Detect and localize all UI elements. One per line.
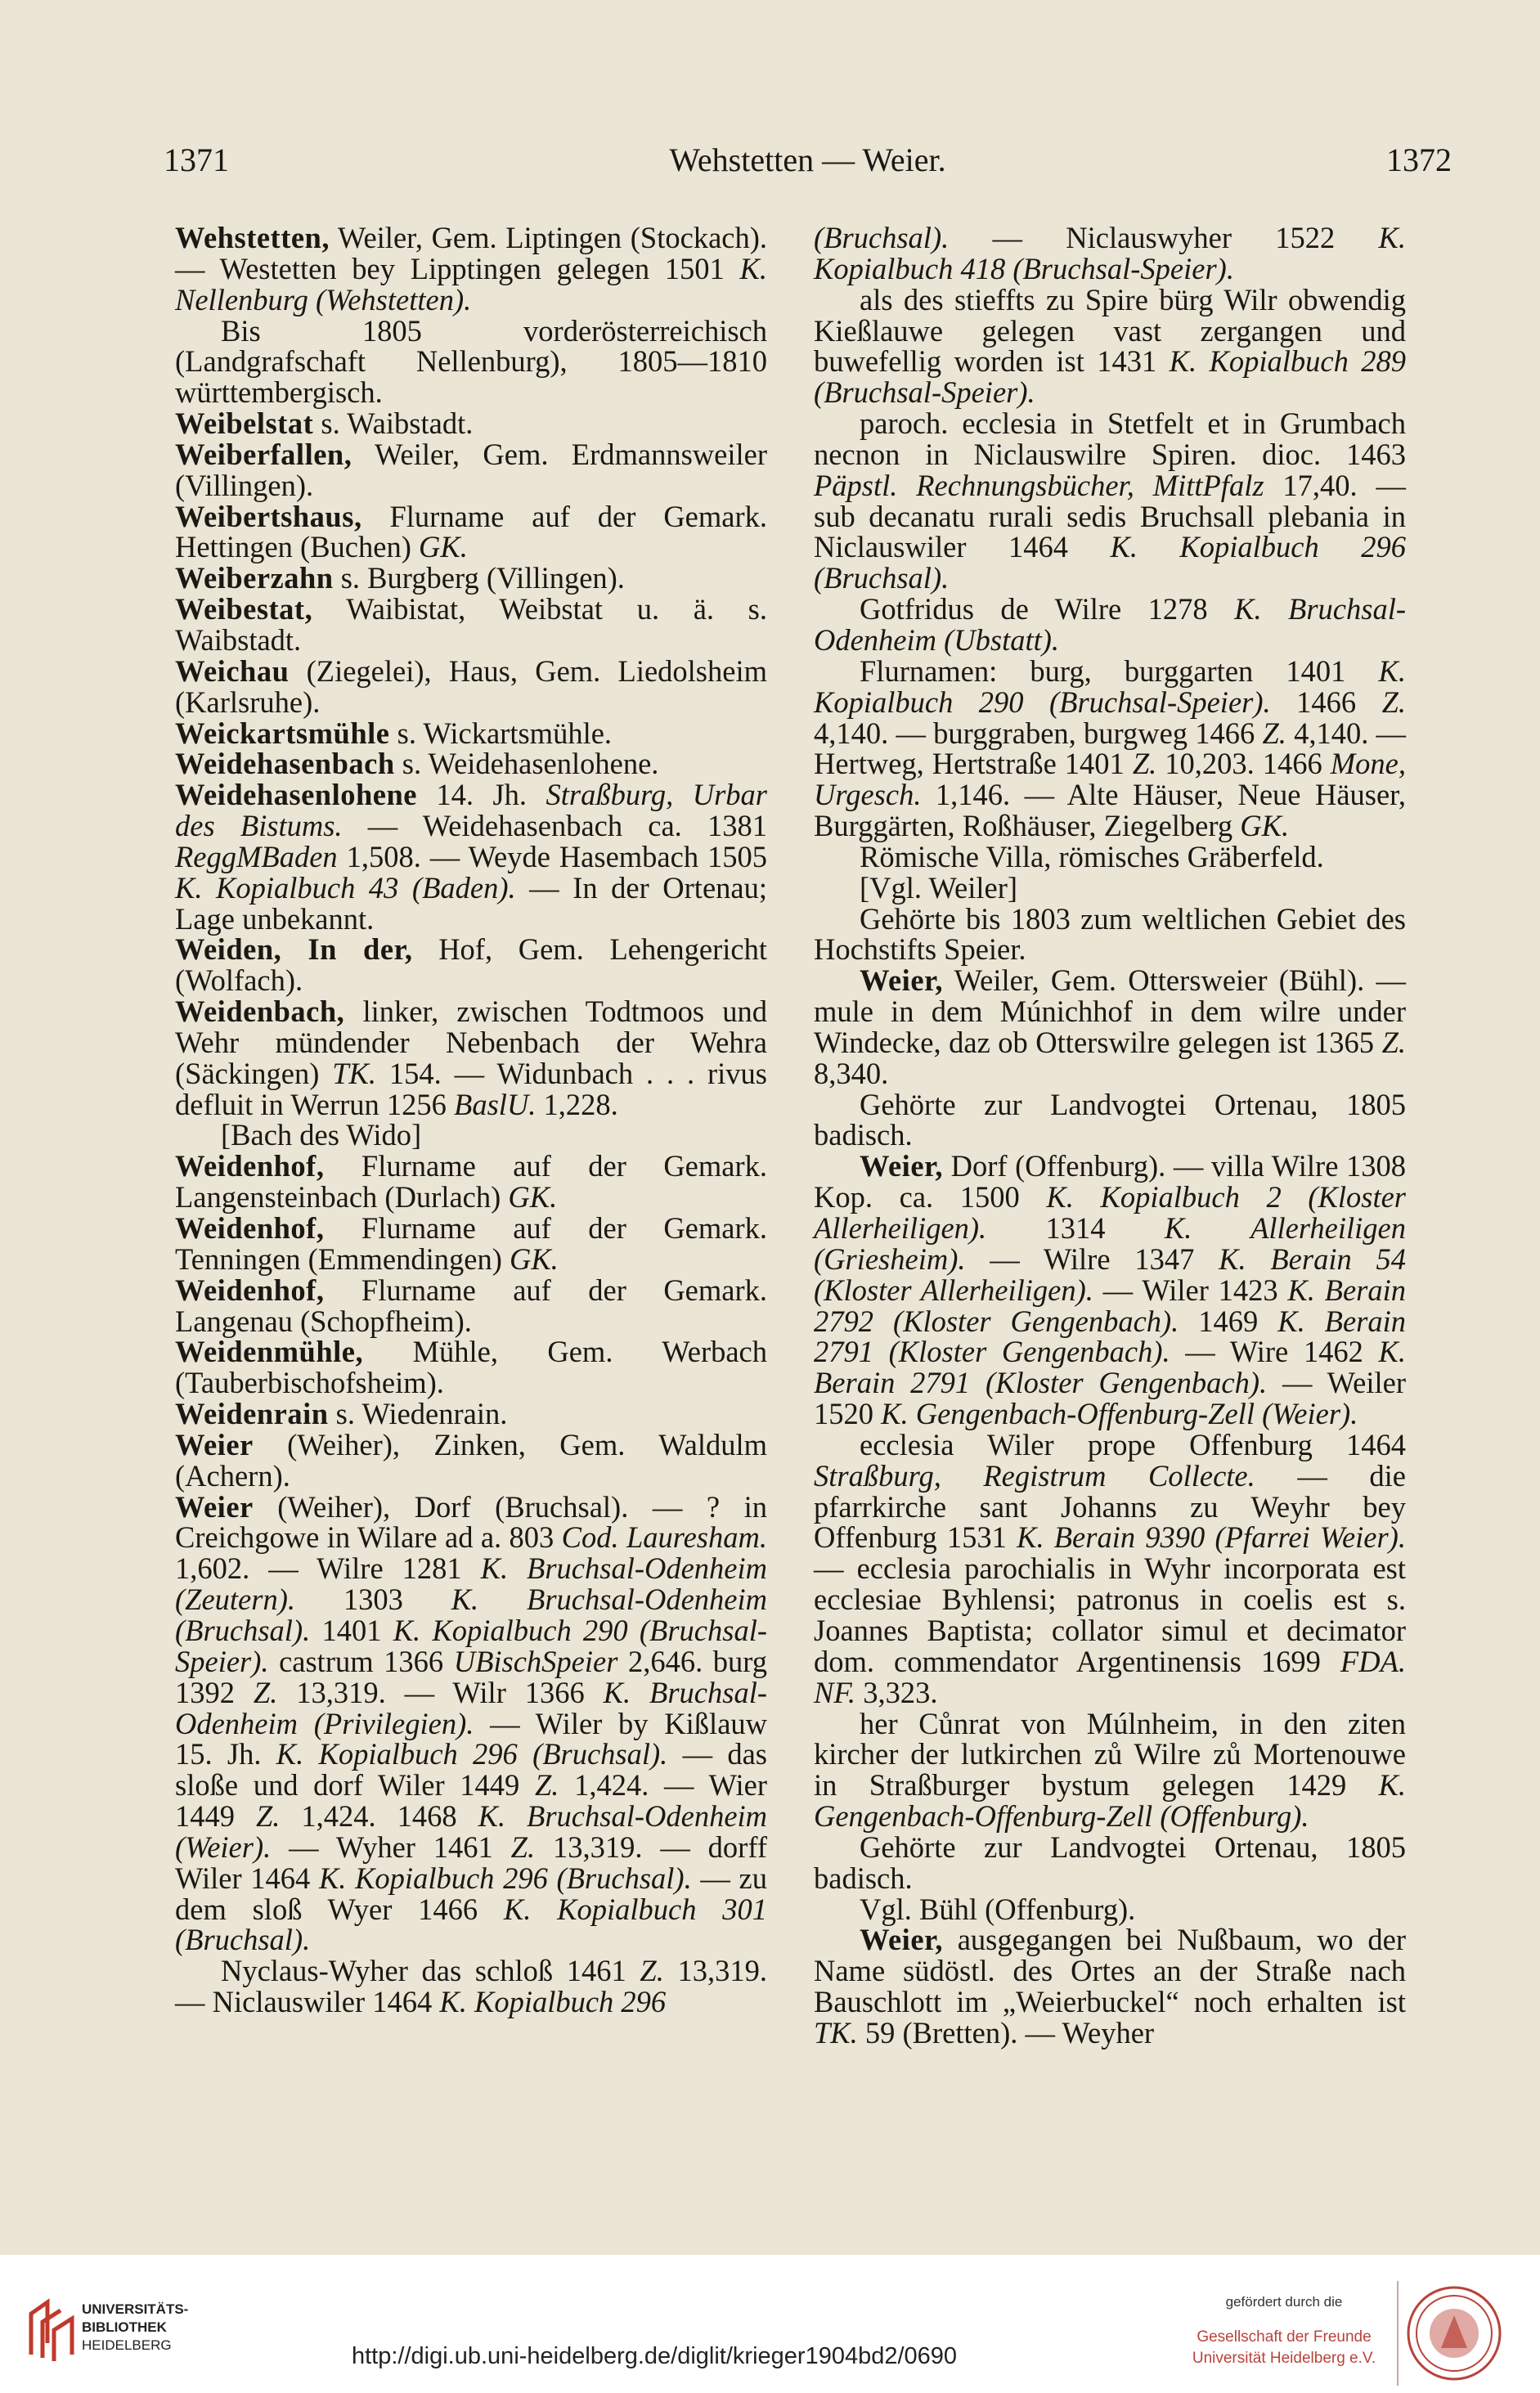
entry-text: 1,424. — Wier 1449 bbox=[175, 1768, 767, 1834]
dictionary-entry bbox=[175, 1151, 767, 1213]
dictionary-entry bbox=[175, 1275, 767, 1337]
entry-text: 4,140. — Hertweg, Hertstraße 1401 bbox=[814, 716, 1407, 781]
entry-headword: Weibertshaus, bbox=[175, 499, 362, 533]
dictionary-entry bbox=[175, 718, 767, 749]
entry-text: 17,40. — sub decanatu rurali sedis Bruchsall plebania in Niclauswiler 1464 bbox=[814, 468, 1406, 564]
entry-headword: Weibelstat bbox=[175, 406, 314, 441]
entry-citation: Z. bbox=[640, 1954, 664, 1988]
dictionary-entry bbox=[175, 563, 767, 594]
entry-text: Waibistat, Weibstat u. ä. s. Waibstadt. bbox=[175, 592, 767, 657]
entry-text: paroch. ecclesia in Stetfelt et in Grumbach necnon in Niclauswilre Spiren. dioc. 1463 bbox=[814, 406, 1406, 471]
entry-text: Dorf (Offenburg). — villa Wilre 1308 Kop. ca. 1500 bbox=[814, 1149, 1406, 1214]
entry-text: — Wiler 1423 bbox=[1093, 1273, 1288, 1307]
entry-text: s. Wickartsmühle. bbox=[389, 716, 613, 750]
entry-text: — ecclesia parochialis in Wyhr incorporata est ecclesiae Byhlensi; patronus in coelis est s. Joannes Baptista; collator simul et decimator dom. commendator Argentinensis 1699 bbox=[814, 1551, 1406, 1678]
entry-headword: Weiberfallen, bbox=[175, 437, 352, 471]
entry-citation: K. Bruchsal-Odenheim (Zeutern). bbox=[175, 1551, 767, 1617]
entry-text: Römische Villa, römisches Gräberfeld. bbox=[860, 839, 1324, 873]
footer-divider bbox=[1397, 2281, 1399, 2386]
entry-citation: GK. bbox=[1240, 809, 1290, 843]
entry-citation: BaslU. bbox=[454, 1087, 537, 1121]
library-line-1: UNIVERSITÄTS- bbox=[82, 2301, 189, 2317]
entry-text: — Weidehasenbach ca. 1381 bbox=[342, 809, 767, 843]
entry-citation: K. Berain 2792 (Kloster Gengenbach). bbox=[814, 1273, 1406, 1338]
entry-headword: Weier, bbox=[860, 1149, 944, 1183]
entry-citation: K. Berain 2791 (Kloster Gengenbach). bbox=[814, 1304, 1407, 1369]
dictionary-entry bbox=[175, 439, 767, 501]
entry-text: Flurname auf der Gemark. Hettingen (Buchen) bbox=[175, 499, 767, 564]
entry-text: — Wire 1462 bbox=[1170, 1335, 1379, 1369]
entry-text: s. Weidehasenlohene. bbox=[394, 747, 659, 781]
dictionary-entry bbox=[175, 1120, 767, 1151]
entry-text: — Wilre 1347 bbox=[965, 1241, 1219, 1276]
dictionary-entry bbox=[814, 965, 1406, 1089]
entry-citation: Z. bbox=[1262, 716, 1286, 750]
dictionary-entry bbox=[175, 748, 767, 779]
entry-citation: K. Kopialbuch 418 (Bruchsal-Speier). bbox=[814, 221, 1406, 285]
dictionary-entry bbox=[814, 1832, 1406, 1894]
entry-citation: UBischSpeier bbox=[453, 1644, 618, 1678]
entry-text: Flurname auf der Gemark. Langenau (Schopfheim). bbox=[175, 1273, 767, 1338]
entry-text: [Vgl. Weiler] bbox=[860, 870, 1018, 905]
entry-text: — Niclauswyher 1522 bbox=[949, 221, 1379, 254]
dictionary-entry bbox=[175, 1427, 767, 1493]
entry-text: — die pfarrkirche sant Johanns zu Weyhr bey Offenburg 1531 bbox=[814, 1458, 1406, 1555]
entry-citation: K. Bruchsal-Odenheim (Ubstatt). bbox=[814, 592, 1406, 657]
entry-text: 1401 bbox=[310, 1613, 393, 1647]
sponsor-intro: gefördert durch die bbox=[1225, 2294, 1343, 2310]
entry-citation: FDA. NF. bbox=[814, 1644, 1406, 1709]
page-number-right: 1372 bbox=[1386, 141, 1452, 178]
library-line-2: BIBLIOTHEK bbox=[82, 2319, 167, 2335]
entry-text: Bis 1805 vorderösterreichisch (Landgrafschaft Nellenburg), 1805—1810 württembergisch. bbox=[175, 313, 767, 410]
entry-citation: K. Bruchsal-Odenheim (Weier). bbox=[175, 1799, 768, 1864]
entry-text: — das sloße und dorf Wiler 1449 bbox=[175, 1737, 767, 1803]
entry-headword: Weiberzahn bbox=[175, 561, 334, 595]
sponsor-name-line-1: Gesellschaft der Freunde bbox=[1197, 2328, 1372, 2346]
dictionary-entry bbox=[175, 222, 767, 316]
entry-citation: GK. bbox=[419, 530, 468, 564]
entry-citation: Z. bbox=[1132, 747, 1157, 781]
entry-headword: Weidenrain bbox=[175, 1397, 329, 1431]
entry-headword: Weier, bbox=[860, 963, 944, 998]
dictionary-entry bbox=[814, 1089, 1406, 1152]
dictionary-entry bbox=[175, 501, 767, 563]
entry-citation: Straßburg, Urbar des Bistums. bbox=[175, 778, 767, 843]
dictionary-entry bbox=[175, 1489, 768, 1957]
entry-citation: K. Allerheiligen (Griesheim). bbox=[814, 1211, 1406, 1276]
entry-text: 1303 bbox=[294, 1583, 451, 1617]
entry-text: (Weiher), Zinken, Gem. Waldulm (Achern). bbox=[175, 1427, 767, 1493]
dictionary-entry bbox=[814, 1924, 1406, 2048]
dictionary-entry bbox=[175, 996, 767, 1120]
dictionary-entry bbox=[175, 653, 767, 719]
entry-text: — Weiler 1520 bbox=[814, 1366, 1406, 1431]
entry-citation: K. Berain 54 (Kloster Allerheiligen). bbox=[814, 1241, 1407, 1307]
entry-citation: K. Bruchsal-Odenheim (Bruchsal). bbox=[175, 1583, 767, 1647]
dictionary-entry bbox=[814, 594, 1406, 656]
entry-citation: K. Kopialbuch 301 (Bruchsal). bbox=[175, 1892, 767, 1957]
entry-text: Hof, Gem. Lehengericht (Wolfach). bbox=[175, 932, 768, 998]
entry-citation: K. Kopialbuch 290 (Bruchsal-Speier). bbox=[175, 1613, 768, 1678]
entry-text: 13,319. — dorff Wiler 1464 bbox=[175, 1830, 767, 1895]
entry-headword: Weidenhof, bbox=[175, 1211, 325, 1245]
entry-text: s. Wiedenrain. bbox=[328, 1397, 508, 1431]
entry-text: s. Waibstadt. bbox=[313, 406, 474, 441]
entry-text: Weiler, Gem. Ottersweier (Bühl). — mule in dem Múnichhof in dem wilre under Windecke, daz ob Otterswilre gelegen ist 1365 bbox=[814, 963, 1406, 1059]
entry-headword: Weibestat, bbox=[175, 592, 313, 626]
entry-citation: K. Bruchsal-Odenheim (Privilegien). bbox=[175, 1675, 768, 1740]
entry-citation: ReggMBaden bbox=[175, 839, 338, 873]
entry-citation: Z. bbox=[253, 1675, 278, 1709]
university-seal-icon bbox=[1405, 2284, 1503, 2382]
entry-text: castrum 1366 bbox=[268, 1644, 454, 1678]
entry-citation: TK. bbox=[332, 1056, 377, 1090]
entry-text: — In der Ortenau; Lage unbekannt. bbox=[175, 870, 767, 936]
entry-text: 2,646. burg 1392 bbox=[175, 1644, 768, 1709]
entry-text: 3,323. bbox=[855, 1675, 938, 1709]
dictionary-entry bbox=[175, 1336, 767, 1399]
dictionary-entry bbox=[814, 222, 1406, 285]
entry-text: — Wiler by Kißlauw 15. Jh. bbox=[175, 1706, 768, 1771]
entry-text: [Bach des Wido] bbox=[221, 1118, 422, 1152]
entry-headword: Weidenmühle, bbox=[175, 1335, 364, 1369]
entry-headword: Weidenbach, bbox=[175, 994, 345, 1029]
dictionary-entry bbox=[175, 594, 767, 656]
entry-citation: K. Berain 9390 (Pfarrei Weier). bbox=[1017, 1520, 1406, 1555]
dictionary-entry bbox=[814, 1151, 1406, 1430]
entry-headword: Weier bbox=[175, 1489, 254, 1524]
entry-text: ecclesia Wiler prope Offenburg 1464 bbox=[860, 1427, 1406, 1461]
entry-text: Mühle, Gem. Werbach (Tauberbischofsheim). bbox=[175, 1335, 767, 1400]
entry-citation: K. Nellenburg (Wehstetten). bbox=[175, 251, 767, 317]
entry-text: Weiler, Gem. Liptingen (Stockach). — Westetten bey Lipptingen gelegen 1501 bbox=[175, 221, 767, 285]
entry-text: Flurnamen: burg, burggarten 1401 bbox=[860, 653, 1379, 688]
entry-citation: K. Gengenbach-Offenburg-Zell (Offenburg). bbox=[814, 1768, 1406, 1834]
entry-citation: Z. bbox=[255, 1799, 281, 1834]
entry-citation: Cod. Lauresham. bbox=[561, 1520, 767, 1555]
entry-citation: K. Kopialbuch 43 (Baden). bbox=[175, 870, 516, 905]
entry-citation: GK. bbox=[509, 1241, 559, 1276]
entry-citation: K. Kopialbuch 296 (Bruchsal). bbox=[814, 530, 1406, 595]
entry-citation: TK. bbox=[814, 2015, 858, 2050]
entry-text: ausgegangen bei Nußbaum, wo der Name südöstl. des Ortes an der Straße nach Bauschlott im „Weierbuckel“ noch erhalten ist bbox=[814, 1923, 1406, 2019]
entry-text: 1469 bbox=[1179, 1304, 1278, 1338]
entry-citation: (Bruchsal). bbox=[814, 221, 950, 254]
entry-headword: Weidehasenbach bbox=[175, 747, 395, 781]
dictionary-entry bbox=[175, 1213, 767, 1275]
dictionary-entry bbox=[814, 408, 1406, 594]
entry-text: (Weiher), Dorf (Bruchsal). — ? in Creichgowe in Wilare ad a. 803 bbox=[175, 1489, 767, 1555]
entry-citation: GK. bbox=[508, 1180, 558, 1214]
entry-text: 8,340. bbox=[814, 1056, 889, 1090]
entry-citation: Straßburg, Registrum Collecte. bbox=[814, 1458, 1255, 1493]
entry-citation: Päpstl. Rechnungsbücher, MittPfalz bbox=[814, 468, 1264, 502]
right-column bbox=[814, 222, 1406, 2049]
entry-citation: Z. bbox=[510, 1830, 536, 1864]
permalink-url[interactable]: http://digi.ub.uni-heidelberg.de/diglit/krieger1904bd2/0690 bbox=[352, 2343, 958, 2369]
sponsor-block bbox=[1178, 2294, 1390, 2369]
entry-headword: Weickartsmühle bbox=[175, 716, 390, 750]
entry-text: (Ziegelei), Haus, Gem. Liedolsheim (Karlsruhe). bbox=[175, 653, 767, 719]
entry-text: Gotfridus de Wilre 1278 bbox=[860, 592, 1235, 626]
entry-text: linker, zwischen Todtmoos und Wehr mündender Nebenbach der Wehra (Säckingen) bbox=[175, 994, 767, 1090]
entry-text: als des stieffts zu Spire bürg Wilr obwendig Kießlauwe gelegen vast zergangen und buwefellig worden ist 1431 bbox=[814, 282, 1406, 379]
entry-citation: Z. bbox=[534, 1768, 559, 1803]
entry-text: 1,508. — Weyde Hasembach 1505 bbox=[337, 839, 767, 873]
entry-text: 1314 bbox=[986, 1211, 1165, 1245]
entry-text: 4,140. — burggraben, burgweg 1466 bbox=[814, 716, 1263, 750]
entry-text: 10,203. 1466 bbox=[1156, 747, 1331, 781]
dictionary-entry bbox=[175, 408, 767, 439]
entry-text: Weiler, Gem. Erdmannsweiler (Villingen). bbox=[175, 437, 767, 502]
dictionary-entry bbox=[814, 901, 1406, 967]
dictionary-entry bbox=[814, 1427, 1406, 1709]
entry-headword: Weier, bbox=[860, 1923, 944, 1957]
entry-text: 1,228. bbox=[536, 1087, 618, 1121]
entry-headword: Weidehasenlohene bbox=[175, 778, 417, 812]
entry-citation: K. Berain 2791 (Kloster Gengenbach). bbox=[814, 1335, 1406, 1400]
page-header bbox=[164, 141, 1452, 190]
entry-text: Flurname auf der Gemark. Langensteinbach (Durlach) bbox=[175, 1149, 767, 1214]
page-number-left: 1371 bbox=[164, 141, 229, 178]
entry-citation: K. Kopialbuch 2 (Kloster Allerheiligen). bbox=[814, 1180, 1406, 1245]
dictionary-entry bbox=[175, 313, 767, 410]
entry-text: — Wyher 1461 bbox=[271, 1830, 511, 1864]
entry-citation: K. Kopialbuch 296 (Bruchsal). bbox=[276, 1737, 668, 1771]
library-name bbox=[82, 2301, 188, 2355]
entry-citation: K. Kopialbuch 296 (Bruchsal). bbox=[318, 1861, 692, 1895]
sponsor-name-line-2: Universität Heidelberg e.V. bbox=[1192, 2350, 1376, 2367]
library-line-3: HEIDELBERG bbox=[82, 2337, 172, 2353]
running-title: Wehstetten — Weier. bbox=[669, 141, 946, 178]
entry-text: — zu dem sloß Wyer 1466 bbox=[175, 1861, 767, 1926]
entry-text: Gehörte zur Landvogtei Ortenau, 1805 badisch. bbox=[814, 1830, 1406, 1895]
entry-citation: Z. bbox=[1381, 685, 1406, 719]
dictionary-entry bbox=[814, 870, 1406, 905]
entry-text: 154. — Widunbach . . . rivus defluit in Werrun 1256 bbox=[175, 1056, 767, 1121]
dictionary-entry bbox=[175, 1399, 767, 1430]
entry-text: 59 (Bretten). — Weyher bbox=[857, 2015, 1155, 2050]
entry-headword: Weiden, In der, bbox=[175, 932, 413, 967]
entry-text: 1,602. — Wilre 1281 bbox=[175, 1551, 481, 1586]
entry-text: 13,319. — Wilr 1366 bbox=[277, 1675, 604, 1709]
footer-bar bbox=[0, 2255, 1540, 2393]
entry-citation: Z. bbox=[1381, 1025, 1406, 1059]
entry-text: 14. Jh. bbox=[416, 778, 546, 812]
left-column bbox=[175, 222, 767, 2018]
dictionary-entry bbox=[814, 653, 1407, 843]
entry-text: Nyclaus-Wyher das schloß 1461 bbox=[221, 1954, 640, 1988]
dictionary-entry bbox=[814, 1894, 1406, 1925]
entry-citation: K. Kopialbuch 296 bbox=[439, 1985, 667, 2019]
entry-text: Vgl. Bühl (Offenburg). bbox=[860, 1892, 1136, 1926]
entry-headword: Weidenhof, bbox=[175, 1273, 325, 1307]
dictionary-entry bbox=[814, 839, 1406, 873]
entry-citation: K. Gengenbach-Offenburg-Zell (Weier). bbox=[881, 1397, 1358, 1431]
entry-citation: K. Kopialbuch 289 (Bruchsal-Speier). bbox=[814, 344, 1406, 410]
entry-text: 1466 bbox=[1270, 685, 1382, 719]
entry-citation: K. Kopialbuch 290 (Bruchsal-Speier). bbox=[814, 653, 1406, 719]
entry-text: Flurname auf der Gemark. Tenningen (Emmendingen) bbox=[175, 1211, 767, 1276]
entry-citation: Mone, Urgesch. bbox=[814, 747, 1407, 812]
dictionary-entry bbox=[814, 282, 1406, 410]
entry-text: s. Burgberg (Villingen). bbox=[333, 561, 625, 595]
entry-headword: Weier bbox=[175, 1427, 254, 1461]
entry-text: 1,424. 1468 bbox=[280, 1799, 478, 1834]
entry-text: Gehörte zur Landvogtei Ortenau, 1805 badisch. bbox=[814, 1087, 1406, 1152]
entry-text: Gehörte bis 1803 zum weltlichen Gebiet des Hochstifts Speier. bbox=[814, 901, 1406, 967]
dictionary-entry bbox=[175, 779, 767, 934]
entry-text: 13,319. — Niclauswiler 1464 bbox=[175, 1954, 768, 2019]
dictionary-entry bbox=[175, 1955, 767, 2018]
entry-headword: Weichau bbox=[175, 653, 290, 688]
dictionary-entry bbox=[814, 1708, 1406, 1832]
dictionary-entry bbox=[175, 934, 767, 996]
entry-text: 1,146. — Alte Häuser, Neue Häuser, Burggärten, Roßhäuser, Ziegelberg bbox=[814, 778, 1406, 843]
entry-text: her Cůnrat von Múlnheim, in den ziten kircher der lutkirchen zů Wilre zů Mortenouwe in Straßburger bystum gelegen 1429 bbox=[814, 1706, 1406, 1803]
entry-headword: Wehstetten, bbox=[175, 221, 330, 254]
entry-headword: Weidenhof, bbox=[175, 1149, 325, 1183]
